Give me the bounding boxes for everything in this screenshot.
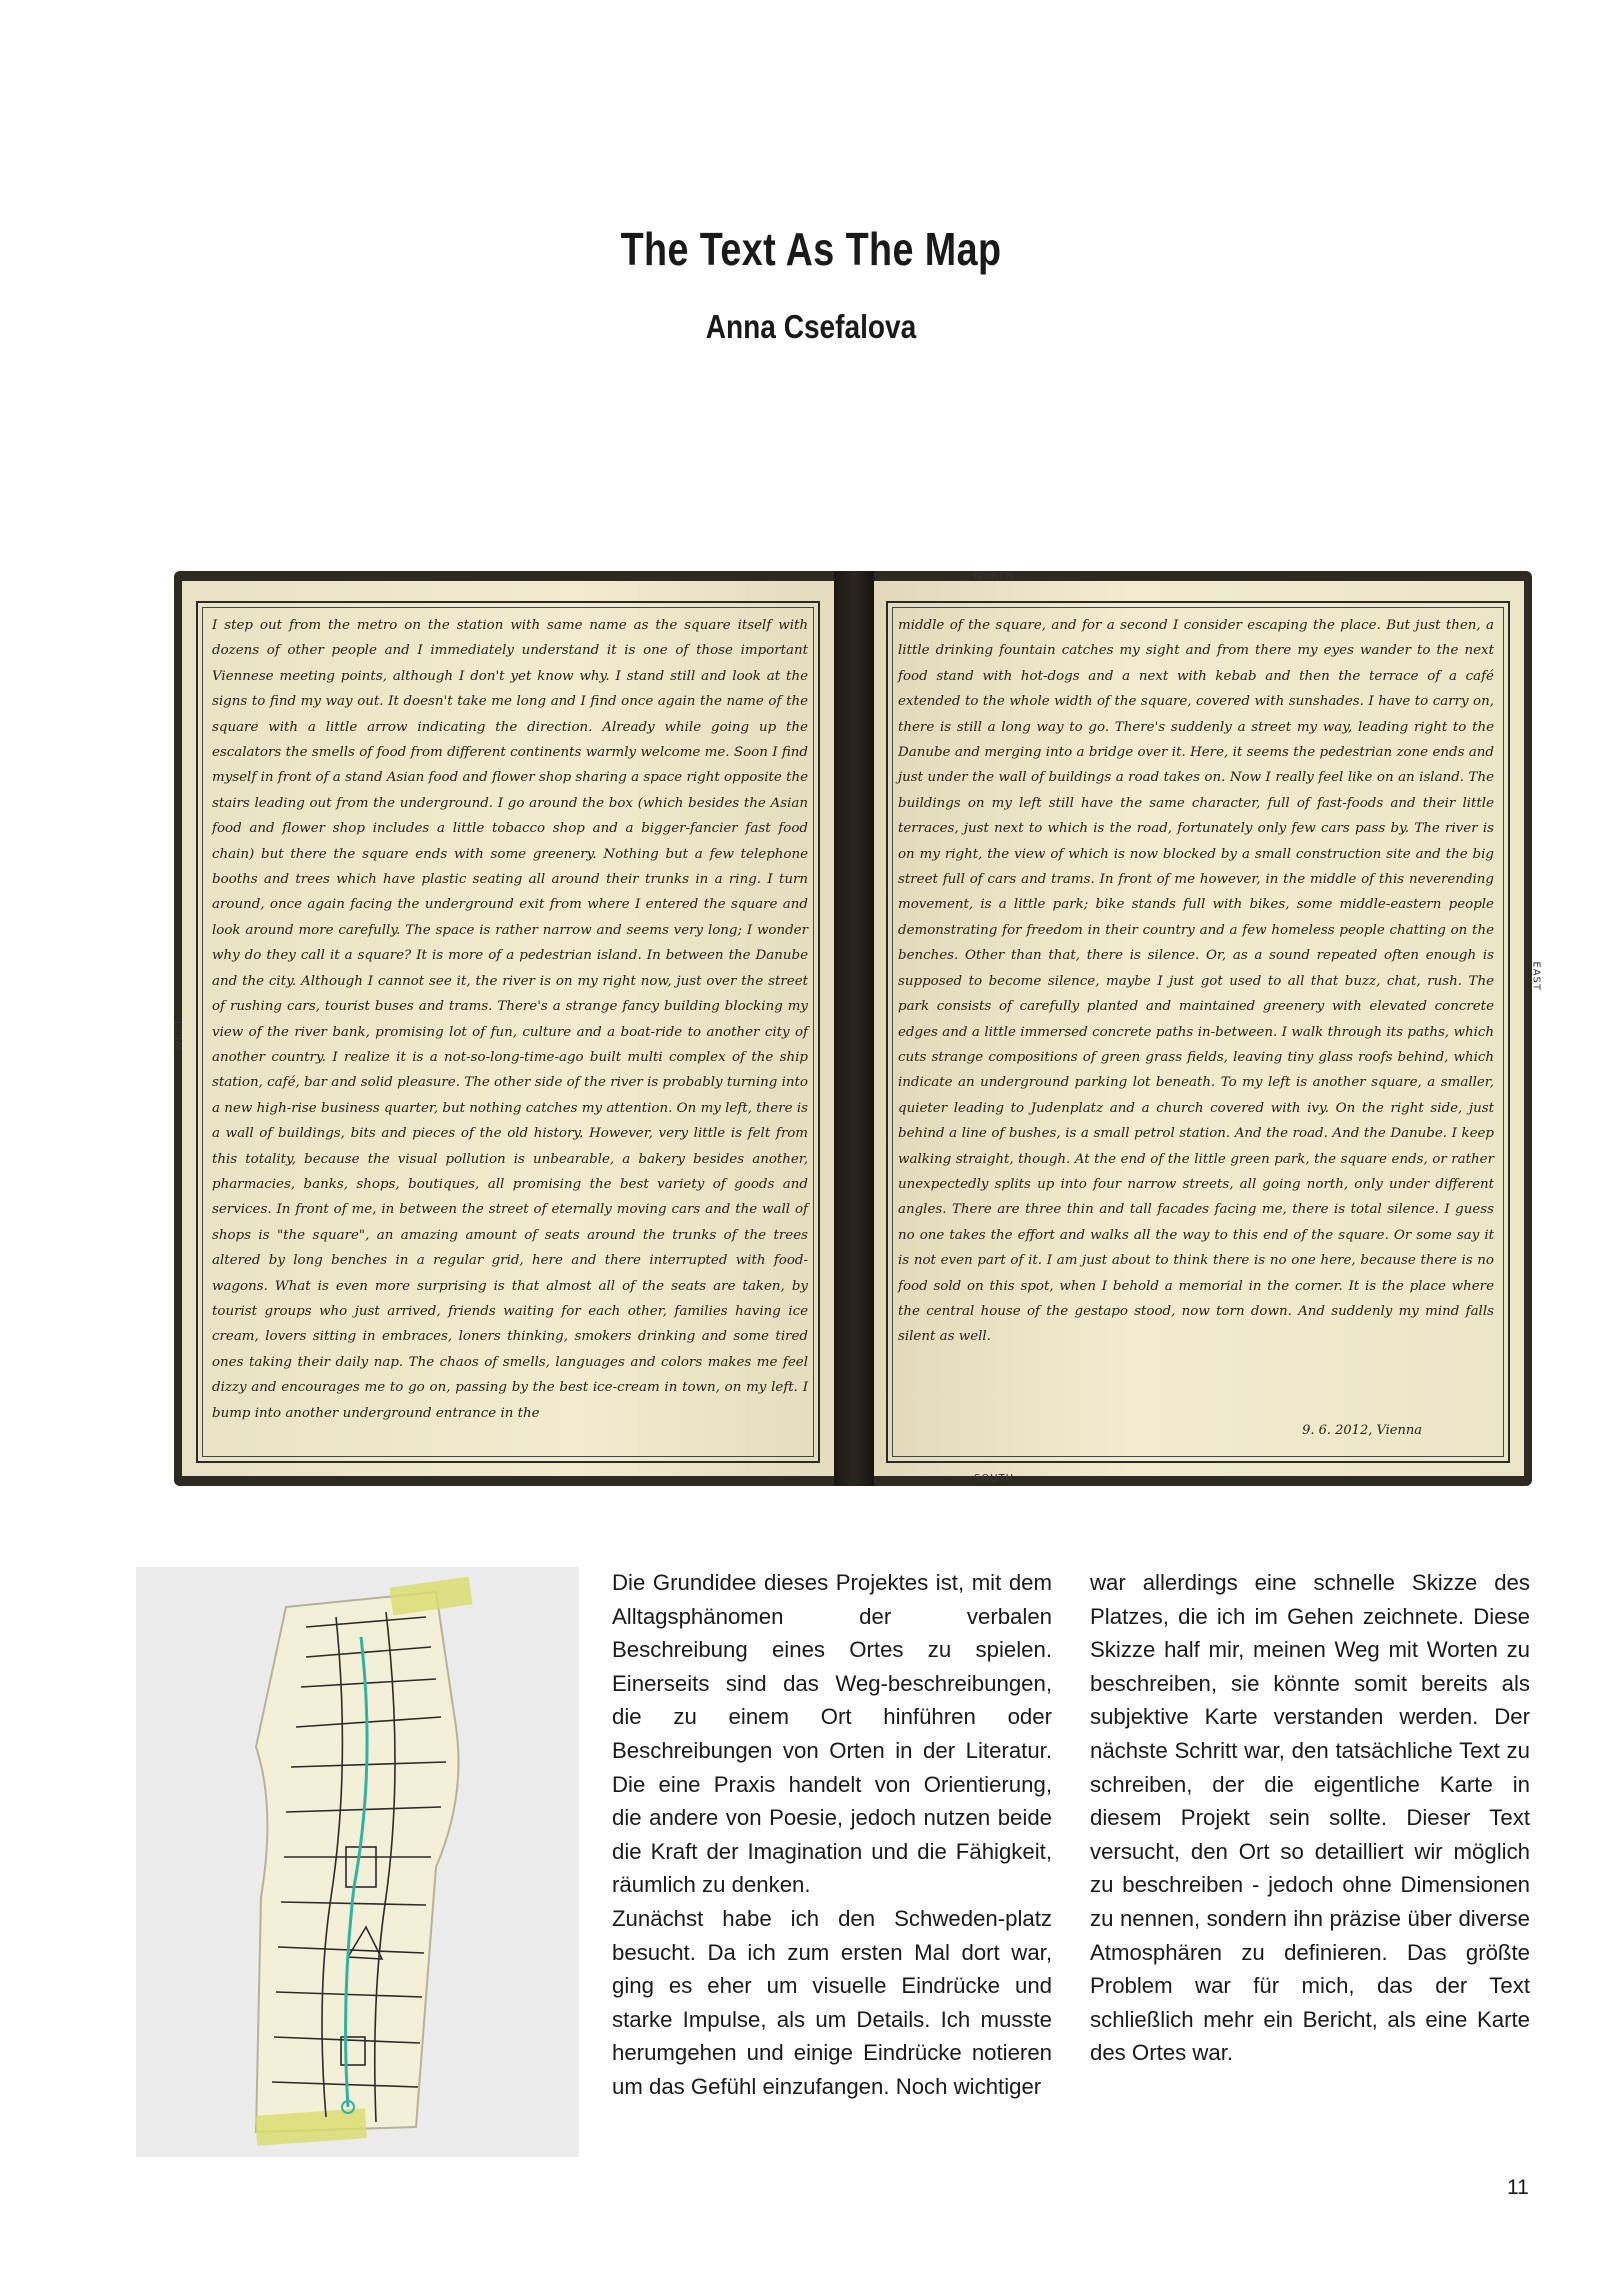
compass-east-label: EAST xyxy=(1531,961,1542,991)
compass-south-label: SOUTH xyxy=(974,1473,1015,1484)
author-name: Anna Csefalova xyxy=(705,308,917,345)
body-column-1 xyxy=(612,1566,1052,2104)
paragraph: Zunächst habe ich den Schweden-platz besucht. Da ich zum ersten Mal dort war, ging es eher um visuelle Eindrücke und starke Impulse, als um Details. Ich musste herumgehen und einige Eindrücke notieren um das Gefühl einzufangen. Noch wichtiger xyxy=(612,1905,1052,2099)
page-title: The Text As The Map xyxy=(620,223,1002,275)
page-number: 11 xyxy=(1507,2176,1529,2199)
notebook-photo xyxy=(174,571,1542,1486)
bookmark-ribbon xyxy=(834,571,874,1486)
paragraph: Die Grundidee dieses Projektes ist, mit dem Alltagsphänomen der verbalen Beschreibung eines Ortes zu spielen. Einerseits sind das Weg-beschreibungen, die zu einem Ort hinführen oder Beschreibungen von Orten in der Literatur. Die eine Praxis handelt von Orientierung, die andere von Poesie, jedoch nutzen beide die Kraft der Imagination und die Fähigkeit, räumlich zu denken. xyxy=(612,1570,1052,1898)
handwritten-text-left: I step out from the metro on the station with same name as the square itself with dozens of other people and I immediately understand it is one of those important Viennese meeting points, although I don't yet know why. I stand still and look at the signs to find my way out. It doesn't take me long and I find once again the name of the square with a little arrow indicating the direction. Already while going up the escalators the smells of food from different continents warmly welcome me. Soon I find myself in front of a stand Asian food and flower shop sharing a space right opposite the stairs leading out from the underground. I go around the box (which besides the Asian food and flower shop includes a little tobacco shop and a bigger-fancier fast food chain) but there the square ends with some greenery. Nothing but a few telephone booths and trees which have plastic seating all around their trunks in a ring. I turn around, once again facing the underground exit from where I entered the square and look around more carefully. The space is rather narrow and seems very long; I wonder why do they call it a square? It is more of a pedestrian island. In between the Danube and the city. Although I cannot see it, the river is on my right now, just over the street of rushing cars, tourist buses and trams. There's a strange fancy building blocking my view of the river bank, promising lot of fun, culture and a boat-ride to another city of another country. I realize it is a not-so-long-time-ago built multi complex of the ship station, café, bar and solid pleasure. The other side of the river is probably turning into a new high-rise business quarter, but nothing catches my attention. On my left, there is a wall of buildings, bits and pieces of the old history. However, very little is felt from this totality, because the visual pollution is unbearable, a bakery besides another, pharmacies, banks, shops, boutiques, all promising the best variety of goods and services. In front of me, in between the street of eternally moving cars and the wall of shops is "the square", an amazing amount of seats around the trunks of the trees altered by long benches in a regular grid, here and there interrupted with food-wagons. What is even more surprising is that almost all of the seats are taken, by tourist groups who just arrived, friends waiting for each other, families having ice cream, lovers sitting in embraces, loners thinking, smokers drinking and some tired ones taking their daily nap. The chaos of smells, languages and colors makes me feel dizzy and encourages me to go on, passing by the best ice-cream in town, on my left. I bump into another underground entrance in the xyxy=(212,618,808,1421)
map-sketch-image xyxy=(136,1567,579,2157)
body-column-2 xyxy=(1090,1566,1530,2070)
map-sketch-drawing xyxy=(136,1567,579,2157)
notebook-date-signature: 9. 6. 2012, Vienna xyxy=(1302,1423,1422,1438)
compass-north-label: NORTH xyxy=(974,571,1015,582)
paragraph: war allerdings eine schnelle Skizze des Platzes, die ich im Gehen zeichnete. Diese Skizze half mir, meinen Weg mit Worten zu beschreiben, sie könnte somit bereits als subjektive Karte verstanden werden. Der nächste Schritt war, den tatsächliche Text zu schreiben, der die eigentliche Karte in diesem Projekt sein sollte. Dieser Text versucht, den Ort so detailliert wir möglich zu beschreiben - jedoch ohne Dimensionen zu nennen, sondern ihn präzise über diverse Atmosphären zu definieren. Das größte Problem war für mich, das der Text schließlich mehr ein Bericht, als eine Karte des Ortes war. xyxy=(1090,1570,1530,2066)
compass-west-label: WEST xyxy=(174,1018,185,1051)
handwritten-text-right: middle of the square, and for a second I consider escaping the place. But just then, a little drinking fountain catches my sight and from there my eyes wander to the next food stand with hot-dogs and a next with kebab and then the terrace of a café extended to the whole width of the square, covered with sunshades. I have to carry on, there is still a long way to go. There's suddenly a street my way, leading right to the Danube and merging into a bridge over it. Here, it seems the pedestrian zone ends and just under the wall of buildings a road takes on. Now I really feel like on an island. The buildings on my left still have the same character, full of fast-foods and their little terraces, just next to which is the road, fortunately only few cars pass by. The river is on my right, the view of which is now blocked by a small construction site and the big street full of cars and trams. In front of me however, in the middle of this neverending movement, is a little park; bike stands full with bikes, some middle-eastern people demonstrating for freedom in their country and a few homeless people chatting on the benches. Other than that, there is silence. Or, as a sound repeated often enough is supposed to become silence, maybe I just got used to all that buzz, chat, rush. The park consists of carefully planted and maintained greenery with elevated concrete edges and a little immersed concrete paths in-between. I walk through its paths, which cuts strange compositions of green grass fields, leaving tiny glass roofs behind, which indicate an underground parking lot beneath. To my left is another square, a smaller, quieter leading to Judenplatz and a church covered with ivy. On the right side, just behind a line of bushes, is a small petrol station. And the road. And the Danube. I keep walking straight, though. At the end of the little green park, the square ends, or rather unexpectedly splits up into four narrow streets, all going north, only under different angles. There are three thin and tall facades facing me, there is total silence. I guess no one takes the effort and walks all the way to this end of the square. Or some say it is not even part of it. I am just about to think there is no one here, because there is no food sold on this spot, when I behold a memorial in the corner. It is the place where the central house of the gestapo stood, now torn down. And suddenly my mind falls silent as well. xyxy=(898,618,1494,1345)
